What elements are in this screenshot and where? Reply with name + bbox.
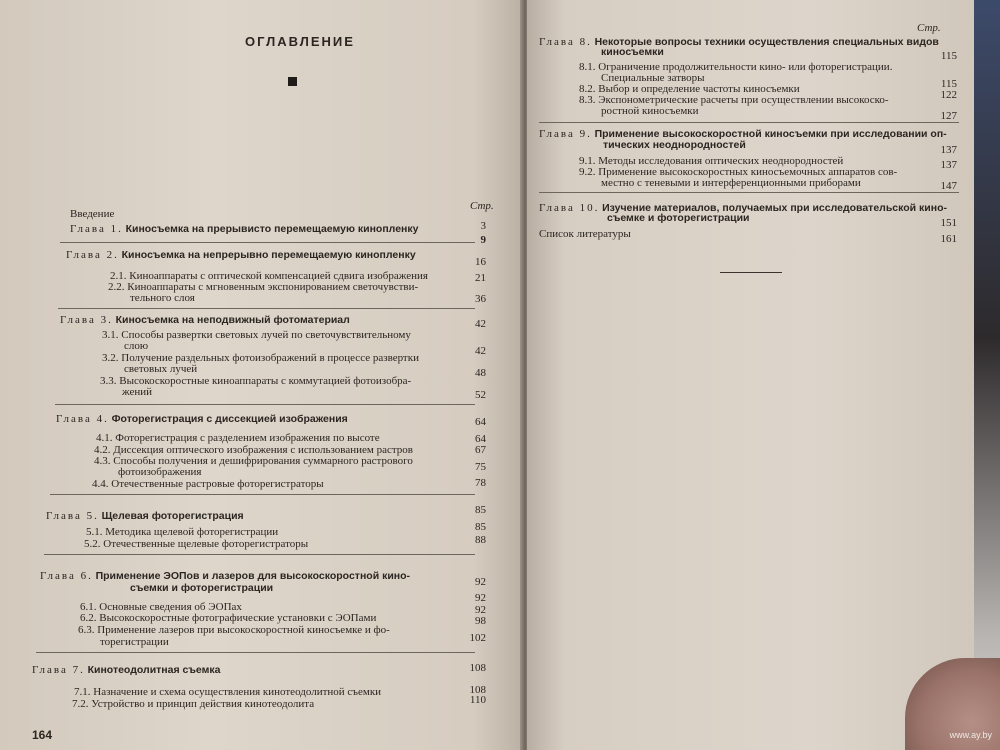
ch2-page: 16 xyxy=(475,256,486,268)
divider xyxy=(36,652,475,653)
s2-2-cont: тельного слоя xyxy=(130,292,195,304)
ch5-entry: Глава 5. Щелевая фоторегистрация xyxy=(46,510,244,522)
ch9-cont: тических неоднородностей xyxy=(603,139,746,151)
ch5-page: 85 xyxy=(475,504,486,516)
s4-3-cont: фотоизображения xyxy=(118,466,202,478)
s3-1-cont: слою xyxy=(124,340,149,352)
s9-2-page: 147 xyxy=(940,180,957,192)
intro-label: Введение xyxy=(70,208,115,220)
end-rule xyxy=(720,272,782,273)
s7-1-page: 108 xyxy=(469,684,486,696)
divider xyxy=(58,308,475,309)
s3-2-page: 48 xyxy=(475,367,486,379)
s2-1-page: 21 xyxy=(475,272,486,284)
s2-1-entry: 2.1. Киноаппараты с оптической компенсацией сдвига изображения xyxy=(110,270,428,282)
ch2-entry: Глава 2. Киносъемка на непрерывно перемещаемую кинопленку xyxy=(66,249,416,261)
s9-2-cont: местно с теневыми и интерференционными приборами xyxy=(601,177,861,189)
ch3-page: 42 xyxy=(475,318,486,330)
s6-3-page: 102 xyxy=(469,632,486,644)
s3-1-page: 42 xyxy=(475,345,486,357)
ch1-page: 9 xyxy=(480,234,486,246)
s8-3-entry: 8.3. Экспонометрические расчеты при осуществлении высокоско- xyxy=(579,94,889,106)
right-page xyxy=(527,0,1000,750)
page-number: 164 xyxy=(32,728,53,742)
s8-1-page: 115 xyxy=(940,78,957,90)
s4-3-page: 75 xyxy=(475,461,486,473)
ch9-page: 137 xyxy=(940,144,957,156)
ch10-cont: съемке и фоторегистрации xyxy=(607,212,750,224)
s4-3-entry: 4.3. Способы получения и дешифрирования суммарного растрового xyxy=(94,455,413,467)
divider xyxy=(55,404,475,405)
s3-2-cont: световых лучей xyxy=(124,363,198,375)
s9-1-entry: 9.1. Методы исследования оптических неоднородностей xyxy=(579,155,844,167)
page-column-label: Стр. xyxy=(470,200,494,212)
intro-page: 3 xyxy=(480,220,486,232)
s8-1-entry: 8.1. Ограничение продолжительности кино- или фоторегистрации. xyxy=(579,61,893,73)
page-column-label-right: Стр. xyxy=(917,22,941,34)
background-corner xyxy=(974,0,1000,750)
toc-title: ОГЛАВЛЕНИЕ xyxy=(245,34,355,49)
s9-1-page: 137 xyxy=(940,159,957,171)
ch10-entry: Глава 10. Изучение материалов, получаемых при исследовательской кино- xyxy=(539,202,947,214)
s5-1-page: 85 xyxy=(475,521,486,533)
ch3-entry: Глава 3. Киносъемка на неподвижный фотоматериал xyxy=(60,314,350,326)
s4-1-page: 64 xyxy=(475,433,486,445)
s4-2-entry: 4.2. Диссекция оптического изображения с использованием растров xyxy=(94,444,413,456)
literature-page: 161 xyxy=(940,233,957,245)
s6-2-entry: 6.2. Высокоскоростные фотографические установки с ЭОПами xyxy=(80,612,377,624)
s3-2-entry: 3.2. Получение раздельных фотоизображений в процессе развертки xyxy=(102,352,419,364)
s4-4-entry: 4.4. Отечественные растровые фоторегистраторы xyxy=(92,478,324,490)
divider xyxy=(44,554,475,555)
s8-3-cont: ростной киносъемки xyxy=(601,105,699,117)
ch7-page: 108 xyxy=(469,662,486,674)
divider xyxy=(539,192,959,193)
ch9-entry: Глава 9. Применение высокоскоростной киносъемки при исследовании оп- xyxy=(539,128,947,140)
divider xyxy=(539,122,959,123)
ch6-page-2: 92 xyxy=(475,592,486,604)
s8-1-cont: Специальные затворы xyxy=(601,72,705,84)
s5-1-entry: 5.1. Методика щелевой фоторегистрации xyxy=(86,526,279,538)
s6-2-page: 98 xyxy=(475,615,486,627)
ch7-entry: Глава 7. Кинотеодолитная съемка xyxy=(32,664,221,676)
s9-2-entry: 9.2. Применение высокоскоростных киносъемочных аппаратов сов- xyxy=(579,166,898,178)
ch6-page: 92 xyxy=(475,576,486,588)
ch4-page: 64 xyxy=(475,416,486,428)
s2-2-page: 36 xyxy=(475,293,486,305)
s2-2-entry: 2.2. Киноаппараты с мгновенным экспонированием светочувстви- xyxy=(108,281,419,293)
s8-3-page: 127 xyxy=(940,110,957,122)
s3-1-entry: 3.1. Способы развертки световых лучей по светочувствительному xyxy=(102,329,411,341)
s3-3-entry: 3.3. Высокоскоростные киноаппараты с коммутацией фотоизобра- xyxy=(100,375,412,387)
s4-2-page: 67 xyxy=(475,444,486,456)
literature-entry: Список литературы xyxy=(539,228,631,240)
s4-4-page: 78 xyxy=(475,477,486,489)
s7-1-entry: 7.1. Назначение и схема осуществления кинотеодолитной съемки xyxy=(74,686,382,698)
s5-2-page: 88 xyxy=(475,534,486,546)
s8-2-entry: 8.2. Выбор и определение частоты киносъемки xyxy=(579,83,800,95)
s4-1-entry: 4.1. Фоторегистрация с разделением изображения по высоте xyxy=(96,432,380,444)
s3-3-page: 52 xyxy=(475,389,486,401)
s3-3-cont: жений xyxy=(122,386,152,398)
ch6-entry: Глава 6. Применение ЭОПов и лазеров для высокоскоростной кино- xyxy=(40,570,411,582)
s6-1-page: 92 xyxy=(475,604,486,616)
s8-2-page: 122 xyxy=(940,89,957,101)
s6-1-entry: 6.1. Основные сведения об ЭОПах xyxy=(80,601,242,613)
divider xyxy=(50,494,475,495)
watermark: www.ay.by xyxy=(949,730,992,740)
ch6-cont: съемки и фоторегистрации xyxy=(130,582,274,594)
ch8-cont: киносъемки xyxy=(601,46,664,58)
divider xyxy=(60,242,475,243)
black-square-ornament xyxy=(288,77,297,86)
ch8-page: 115 xyxy=(940,50,957,62)
ch10-page: 151 xyxy=(940,217,957,229)
ch4-entry: Глава 4. Фоторегистрация с диссекцией изображения xyxy=(56,413,348,425)
s5-2-entry: 5.2. Отечественные щелевые фоторегистраторы xyxy=(84,538,309,550)
ch8-entry: Глава 8. Некоторые вопросы техники осуществления специальных видов xyxy=(539,36,939,48)
s6-3-entry: 6.3. Применение лазеров при высокоскоростной киносъемке и фо- xyxy=(78,624,390,636)
s7-2-page: 110 xyxy=(469,694,486,706)
ch1-entry: Глава 1. Киносъемка на прерывисто перемещаемую кинопленку xyxy=(70,223,419,235)
s6-3-cont: торегистрации xyxy=(100,636,169,648)
s7-2-entry: 7.2. Устройство и принцип действия кинотеодолита xyxy=(72,698,315,710)
